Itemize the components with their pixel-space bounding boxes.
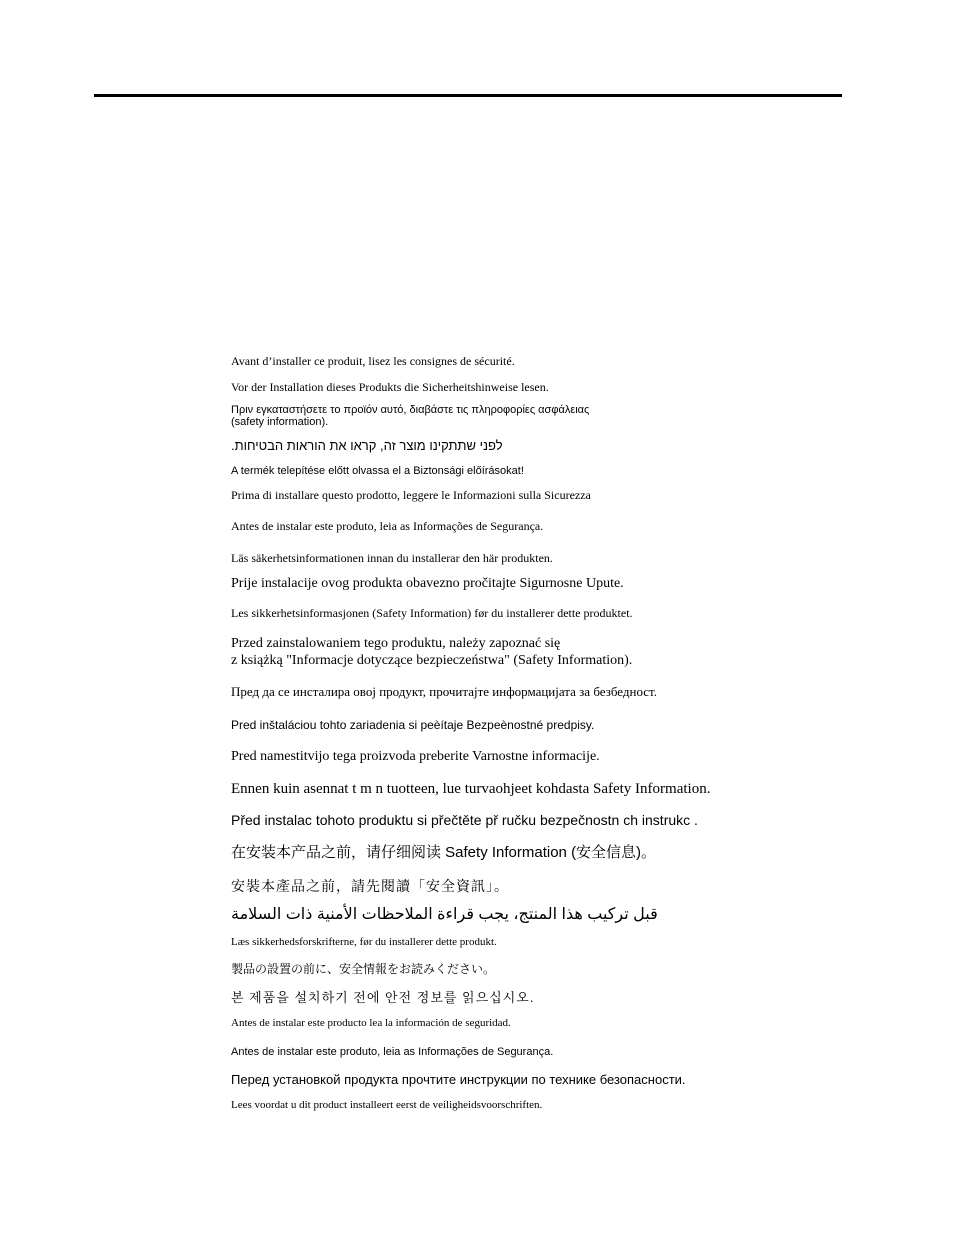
notice-polish-line1: Przed zainstalowaniem tego produktu, należy zapoznać się bbox=[231, 636, 561, 651]
notice-hebrew: לפני שתתקינו מוצר זה, קראו את הוראות הבטיחות. bbox=[231, 438, 503, 453]
notice-portuguese: Antes de instalar este produto, leia as Informações de Segurança. bbox=[231, 1046, 554, 1058]
notice-korean: 본 제품을 설치하기 전에 안전 정보를 읽으십시오. bbox=[231, 990, 535, 1005]
notice-arabic: قبل تركيب هذا المنتج، يجب قراءة الملاحظات الأمنية ذات السلامة bbox=[231, 906, 658, 923]
notice-hungarian: A termék telepítése előtt olvassa el a Biztonsági előírásokat! bbox=[231, 465, 524, 477]
notice-slovak: Pred inštaláciou tohto zariadenia si peèítaje Bezpeènostné predpisy. bbox=[231, 718, 595, 732]
notice-greek-line2: (safety information). bbox=[231, 416, 329, 428]
notice-danish: Læs sikkerhedsforskrifterne, før du installerer dette produkt. bbox=[231, 936, 497, 948]
notice-finnish: Ennen kuin asennat t m n tuotteen, lue turvaohjeet kohdasta Safety Information. bbox=[231, 781, 711, 797]
notice-norwegian: Les sikkerhetsinformasjonen (Safety Information) før du installerer dette produktet. bbox=[231, 606, 633, 620]
notice-dutch: Lees voordat u dit product installeert eerst de veiligheidsvoorschriften. bbox=[231, 1099, 543, 1111]
top-rule bbox=[94, 94, 842, 97]
notice-slovenian: Pred namestitvijo tega proizvoda preberite Varnostne informacije. bbox=[231, 749, 600, 764]
notice-italian: Prima di installare questo prodotto, leggere le Informazioni sulla Sicurezza bbox=[231, 488, 591, 502]
notice-russian: Перед установкой продукта прочтите инструкции по технике безопасности. bbox=[231, 1072, 686, 1087]
notice-french: Avant d’installer ce produit, lisez les consignes de sécurité. bbox=[231, 354, 515, 368]
notice-chinese-traditional: 安裝本產品之前，請先閱讀「安全資訊」。 bbox=[231, 880, 509, 895]
notice-spanish: Antes de instalar este producto lea la información de seguridad. bbox=[231, 1017, 511, 1029]
notice-croatian: Prije instalacije ovog produkta obavezno pročitajte Sigurnosne Upute. bbox=[231, 576, 624, 591]
notice-chinese-simplified: 在安装本产品之前，请仔细阅读 Safety Information (安全信息)。 bbox=[231, 844, 657, 861]
notice-portuguese-brazil: Antes de instalar este produto, leia as Informações de Segurança. bbox=[231, 519, 544, 533]
notice-japanese: 製品の設置の前に、安全情報をお読みください。 bbox=[231, 962, 496, 976]
notice-polish-line2: z książką "Informacje dotyczące bezpieczeństwa" (Safety Information). bbox=[231, 653, 633, 668]
notice-german: Vor der Installation dieses Produkts die Sicherheitshinweise lesen. bbox=[231, 380, 549, 394]
notice-swedish: Läs säkerhetsinformationen innan du installerar den här produkten. bbox=[231, 551, 553, 565]
notice-czech: Před instalac tohoto produktu si přečtěte př ručku bezpečnostn ch instrukc . bbox=[231, 812, 698, 828]
notice-greek-line1: Πριν εγκαταστήσετε το προϊόν αυτό, διαβάστε τις πληροφορίες ασφάλειας bbox=[231, 404, 590, 416]
notice-macedonian: Пред да се инсталира овој продукт, прочитајте информацијата за безбедност. bbox=[231, 684, 657, 699]
